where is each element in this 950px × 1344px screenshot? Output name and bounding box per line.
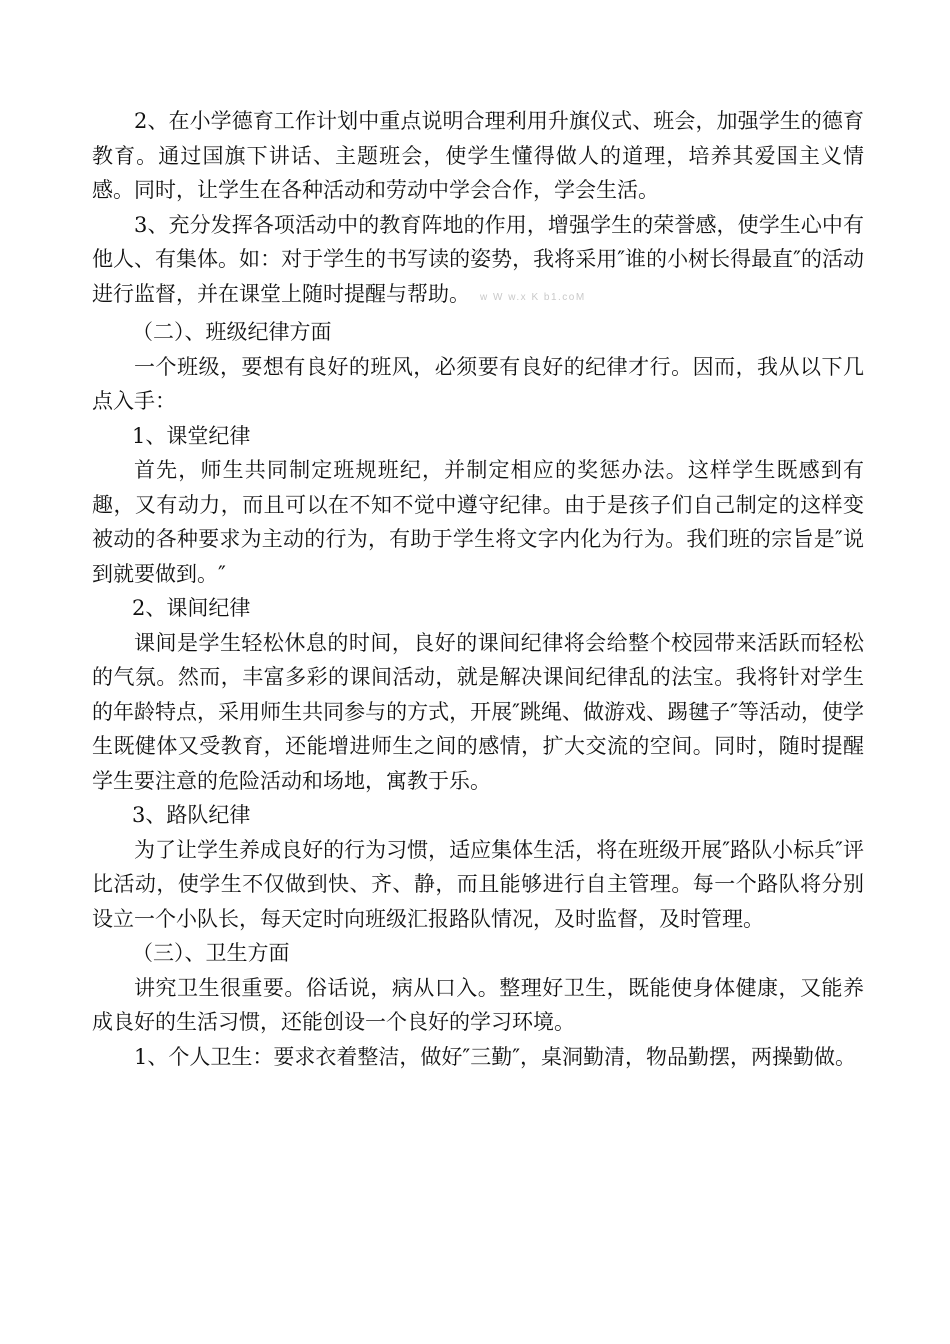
paragraph-break-discipline: 课间是学生轻松休息的时间，良好的课间纪律将会给整个校园带来活跃而轻松的气氛。然而，丰富多彩的课间活动，就是解决课间纪律乱的法宝。我将针对学生的年龄特点，采用师生共同参与的方式，开展″跳绳、做游戏、踢毽子″等活动，使学生既健体又受教育，还能增进师生之间的感情，扩大交流的空间。同时，随时提醒学生要注意的危险活动和场地，寓教于乐。: [92, 630, 864, 793]
section-heading-discipline: （二）、班级纪律方面: [132, 320, 332, 344]
paragraph-queue-discipline: 为了让学生养成良好的行为习惯，适应集体生活，将在班级开展″路队小标兵″评比活动，使学生不仅做到快、齐、静，而且能够进行自主管理。每一个路队将分别设立一个小队长，每天定时向班级汇报路队情况，及时监督，及时管理。: [92, 837, 864, 931]
subheading-classroom-discipline: 1、课堂纪律: [132, 423, 251, 448]
paragraph-personal-hygiene: 1、个人卫生：要求衣着整洁，做好″三勤″，桌洞勤清，物品勤摆，两操勤做。: [134, 1044, 857, 1069]
paragraph-activities: [92, 208, 864, 316]
paragraph-discipline-intro: 一个班级，要想有良好的班风，必须要有良好的纪律才行。因而，我从以下几点入手：: [92, 354, 864, 413]
paragraph-moral-education-plan: 2、在小学德育工作计划中重点说明合理利用升旗仪式、班会，加强学生的德育教育。通过国旗下讲话、主题班会，使学生懂得做人的道理，培养其爱国主义情感。同时，让学生在各种活动和劳动中学会合作，学会生活。: [92, 109, 864, 202]
section-heading-hygiene: （三）、卫生方面: [132, 941, 290, 965]
paragraph-hygiene-intro: 讲究卫生很重要。俗话说，病从口入。整理好卫生，既能使身体健康，又能养成良好的生活习惯，还能创设一个良好的学习环境。: [92, 975, 864, 1034]
subheading-queue-discipline: 3、路队纪律: [132, 803, 251, 827]
paragraph-classroom-discipline: 首先，师生共同制定班规班纪，并制定相应的奖惩办法。这样学生既感到有趣，又有动力，而且可以在不知不觉中遵守纪律。由于是孩子们自己制定的这样变被动的各种要求为主动的行为，有助于学生将文字内化为行为。我们班的宗旨是″说到就要做到。″: [92, 458, 864, 586]
document-page: [92, 104, 864, 1074]
subheading-break-discipline: 2、课间纪律: [132, 596, 251, 620]
paragraph-activities-text: 3、充分发挥各项活动中的教育阵地的作用，增强学生的荣誉感，使学生心中有他人、有集体。如：对于学生的书写读的姿势，我将采用″谁的小树长得最直″的活动进行监督，并在课堂上随时提醒与帮助。: [92, 212, 864, 306]
watermark-text: w W w.x K b1.coM: [480, 291, 586, 303]
